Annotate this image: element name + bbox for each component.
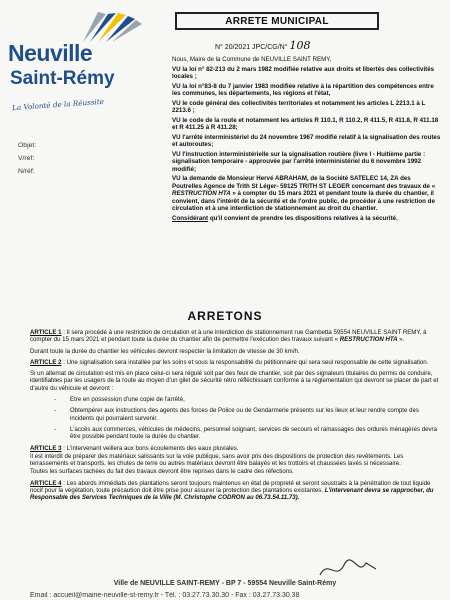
footer-address: Ville de NEUVILLE SAINT-REMY - BP 7 - 59554 Neuville Saint-Rémy [113,580,337,587]
article-2-alternat: Si un alternat de circulation est mis en place celui-ci sera régulé soit par des feux de chantier, soit par des signaleurs titulaires du permis de conduire, identifiables par les usagers de la route au moyen d'un gilet de sécurité rétro réfléchissant conforme à la réglementation qui devront se placer de part et d'autre du véhicule et devront : [30,370,439,392]
document-title: ARRETE MUNICIPAL [175,12,379,30]
preamble-code-route: VU le code de la route et notamment les articles R 110.1, R 110.2, R 411.5, R 411.8, R 411.18 et R 411.25 à R 411.28; [172,116,439,131]
signature-scribble [318,555,378,583]
request-works: RESTRUCTION HTA [172,190,231,197]
article-3-materials: Il est interdit de préparer des matériaux salissants sur la voie publique, sans avoir pris des dispositions de protection des revêtements. Les terrassements et transports, les chutes de terre ou autres matériaux devront être balayés et les trottoirs et chaussées lavés si nécessaire. [30,452,404,468]
reference-number [215,39,310,52]
list-item: - Obtempérer aux instructions des agents des forces de Police ou de Gendarmerie présents sur les lieux et leur rendre compte des incidents qui pourraient survenir. [70,407,440,422]
considering-text: qu'il convient de prendre les dispositions relatives à la sécurité. [208,214,398,222]
reference-prefix: N° 20/2021 JPC/CG/N° [215,44,288,51]
preamble-law-1983: VU la loi n°83-8 du 7 janvier 1983 modifiée relative à la répartition des compétences entre les communes, les départements, les régions et l'état, [172,82,434,97]
preamble-request [172,175,442,213]
article-4-contact: L'intervenant devra se rapprocher, du Responsable des Services Techniques de la Ville (M. Christophe CODRON au 06.73.54.11.73). [30,487,434,502]
logo-line1: Neuville [8,40,93,66]
preamble-mayor: Nous, Maire de la Commune de NEUVILLE SAINT REMY, [172,56,332,63]
request-text-end: » à compter du 15 mars 2021 et pendant toute la durée du chantier, il convient, dans l'intérêt de la sécurité et de l'ordre public, de procéder à une restriction de circulation et à une interdiction de stationnement au droit du chantier. [172,190,435,212]
article-3 [30,445,440,452]
article-2-label: ARTICLE 2 [30,358,62,366]
article-1-speed: Durant toute la durée du chantier les véhicules devront respecter la limitation de vitesse de 30 km/h. [30,347,300,355]
arretons-heading: ARRETONS [187,309,263,323]
considering-word: Considérant [172,214,209,222]
city-logo [8,10,158,130]
article-1-label: ARTICLE 1 [30,329,62,336]
article-4-label: ARTICLE 4 [30,479,62,487]
preamble-arrete-1967: VU l'arrêté interministériel du 24 novembre 1967 modifié relatif à la signalisation des routes et autoroutes; [172,133,441,148]
signaler-duties-list [30,396,440,440]
list-item: - Etre en possession d'une copie de l'arrêté, [70,396,440,403]
sun-rays-icon [78,10,148,42]
your-ref-label: V/réf: [18,155,35,162]
article-1-text: : Il sera procédé à une restriction de circulation et à une interdiction de stationnement rue Gambetta 59554 NEUVILLE SAINT REMY, à compter du 15 mars 2021 et pendant toute la durée du chantier afin de permettre l'exécution des travaux suivant « [30,329,427,344]
article-3-text: : L'intervenant veillera aux bons écoulements des eaux pluviales. [61,444,239,452]
footer-contact: Email : accueil@mairie-neuville-st-remy.fr - Tél. : 03.27.73.30.30 - Fax : 03.27.73.30.38 [30,592,300,599]
article-4 [30,480,440,502]
preamble-cgct: VU le code général des collectivités territoriales et notamment les articles L 2213.1 à L 2213.6 ; [172,99,426,114]
reference-handwritten: 108 [289,39,311,52]
preamble [172,56,442,224]
article-1-end: ». [397,336,405,344]
preamble-instruction: VU l'instruction interministérielle sur la signalisation routière (livre I - Huitième partie : signalisation temporaire - approuvée par l'arrêté interministériel du 6 novembre 1992 modifié; [172,150,426,173]
request-text: VU la demande de Monsieur Hervé ABRAHAM, de la Société SATELEC 14, ZA des Poutrelles Agence de Trith St Léger- 59125 TRITH ST LEGER concernant des travaux de « [172,175,436,190]
article-1 [30,329,440,344]
logo-line2: Saint-Rémy [10,68,115,89]
our-ref-label: N/réf: [18,168,35,175]
article-2-text: : Une signalisation sera installée par les soins et sous la responsabilité du pétitionnaire qui sera seul responsable de cette signalisation. [61,358,429,366]
article-4-text: : Les abords immédiats des plantations seront toujours maintenus en état de propreté et seront soustraits à la pénétration de tout liquide nocif pour la végétation, toute précaution doit être prise pour assurer la protection des plantations existantes. [30,479,431,495]
list-item: - L'accès aux commerces, véhicules de médecins, personnel soignant, services de secours et ramassages des ordures ménagères devra être possible pendant toute la durée du chantier. [70,426,440,441]
object-label: Objet: [18,142,37,149]
preamble-law-1982: VU la loi n° 82-213 du 2 mars 1982 modifiée relative aux droits et libertés des collectivités locales ; [172,65,435,80]
article-3-label: ARTICLE 3 [30,444,62,452]
preamble-considering [172,215,442,223]
articles [30,329,440,506]
article-1-works: RESTRUCTION HTA [339,336,398,344]
logo-slogan: La Volonté de la Réussite [11,96,105,113]
article-2 [30,359,440,366]
article-3-surfaces: Toutes les surfaces tachées du fait des travaux devront être reprises dans le cadre des réfections. [30,468,294,476]
